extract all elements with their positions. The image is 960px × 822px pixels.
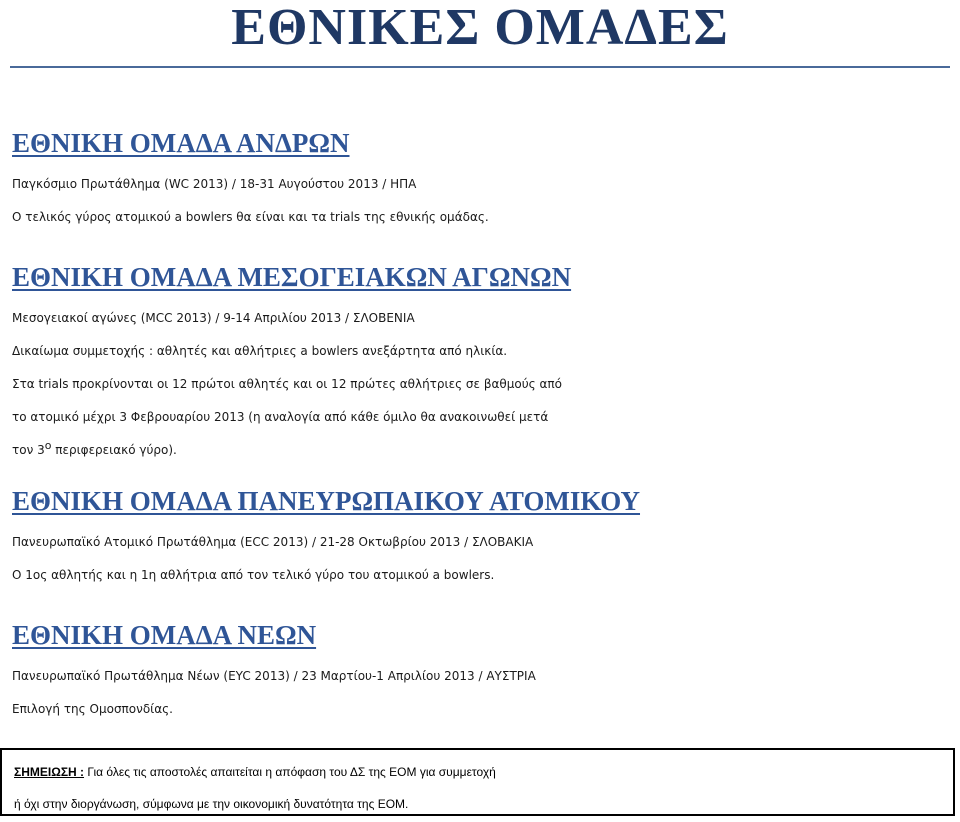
section-text-line: Μεσογειακοί αγώνες (MCC 2013) / 9-14 Απριλίου 2013 / ΣΛΟΒΕΝΙΑ [12, 311, 415, 325]
note-text: Για όλες τις αποστολές απαιτείται η απόφαση του ΔΣ της ΕΟΜ για συμμετοχή [84, 765, 496, 779]
note-line [14, 756, 953, 788]
page-title: ΕΘΝΙΚΕΣ ΟΜΑΔΕΣ [231, 0, 729, 56]
section-heading: ΕΘΝΙΚΗ ΟΜΑΔΑ ΑΝΔΡΩΝ [12, 128, 350, 158]
section-men-team [12, 128, 952, 234]
section-text-line: Ο τελικός γύρος ατομικού a bowlers θα είναι και τα trials της εθνικής ομάδας. [12, 210, 489, 224]
section-heading: ΕΘΝΙΚΗ ΟΜΑΔΑ ΜΕΣΟΓΕΙΑΚΩΝ ΑΓΩΝΩΝ [12, 262, 572, 292]
section-text-line: Δικαίωμα συμμετοχής : αθλητές και αθλήτριες a bowlers ανεξάρτητα από ηλικία. [12, 344, 508, 358]
section-heading: ΕΘΝΙΚΗ ΟΜΑΔΑ ΠΑΝΕΥΡΩΠΑΙΚΟΥ ΑΤΟΜΙΚΟΥ [12, 486, 641, 516]
section-text-line: Επιλογή της Ομοσπονδίας. [12, 702, 173, 716]
superscript: ο [44, 439, 52, 452]
section-text-line: Στα trials προκρίνονται οι 12 πρώτοι αθλητές και οι 12 πρώτες αθλήτριες σε βαθμούς από [12, 377, 563, 391]
section-mediterranean-team [12, 262, 952, 467]
section-youth-team [12, 620, 952, 726]
section-text-line: τον 3ο περιφερειακό γύρο). [12, 439, 177, 457]
section-european-individual-team [12, 486, 952, 592]
note-line: ή όχι στην διοργάνωση, σύμφωνα με την οικονομική δυνατότητα της ΕΟΜ. [14, 797, 409, 811]
section-text-line: το ατομικό μέχρι 3 Φεβρουαρίου 2013 (η αναλογία από κάθε όμιλο θα ανακοινωθεί μετά [12, 410, 549, 424]
section-heading: ΕΘΝΙΚΗ ΟΜΑΔΑ ΝΕΩΝ [12, 620, 317, 650]
section-text-line: Παγκόσμιο Πρωτάθλημα (WC 2013) / 18-31 Αυγούστου 2013 / ΗΠΑ [12, 177, 417, 191]
section-text-line: Πανευρωπαϊκό Πρωτάθλημα Νέων (EYC 2013) / 23 Μαρτίου-1 Απριλίου 2013 / ΑΥΣΤΡΙΑ [12, 669, 536, 683]
note-label: ΣΗΜΕΙΩΣΗ : [14, 765, 85, 779]
section-text-line: Πανευρωπαϊκό Ατομικό Πρωτάθλημα (ECC 2013) / 21-28 Οκτωβρίου 2013 / ΣΛΟΒΑΚΙΑ [12, 535, 534, 549]
section-text-line: Ο 1ος αθλητής και η 1η αθλήτρια από τον τελικό γύρο του ατομικού a bowlers. [12, 568, 495, 582]
note-box [0, 748, 955, 816]
title-divider [10, 66, 950, 68]
